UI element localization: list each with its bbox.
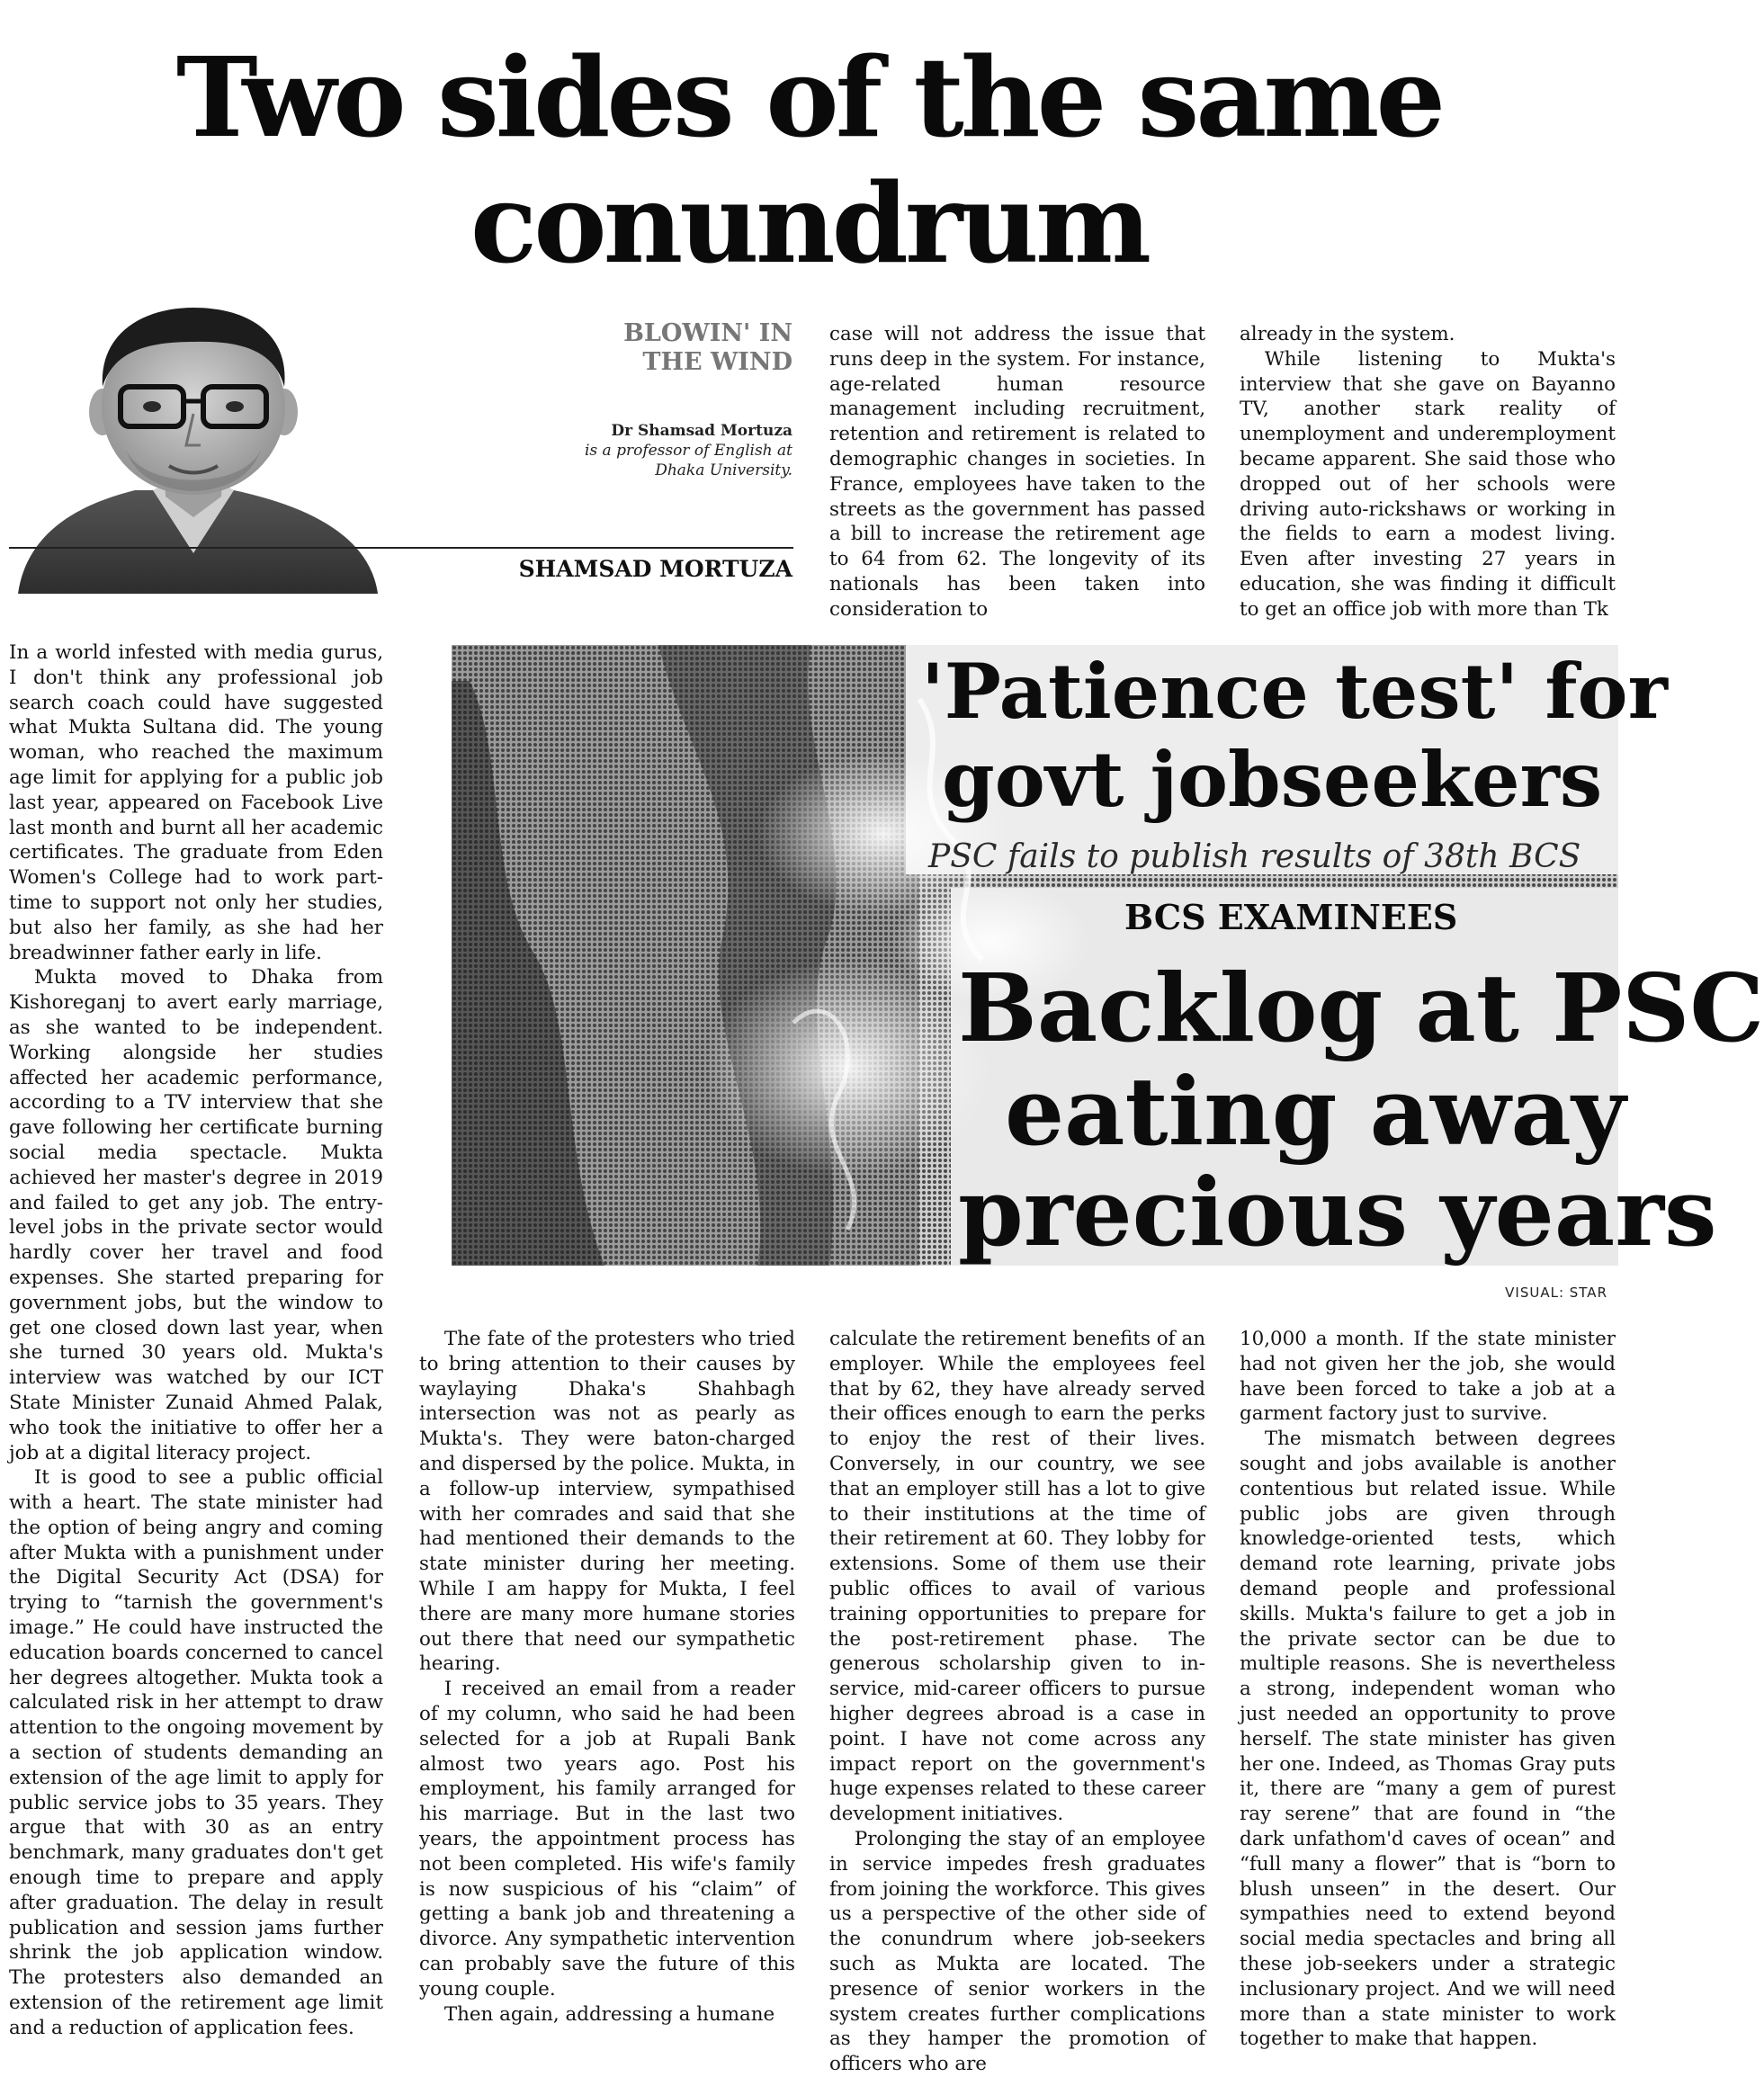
paragraph: already in the system. [1240, 323, 1455, 345]
headline-line-1: Two sides of the same [175, 32, 1443, 162]
paragraph: The mismatch between degrees sought and jobs available is another contentious but related issue. While public jobs are given through knowledge-oriented tests, which demand rote learning, private jobs demand people and professional skills. Mukta's failure to get a job in the private sector can be due to multiple reasons. She is nevertheless a strong, independent woman who just needed an opportunity to prove herself. The state minister has given her one. Indeed, as Thomas Gray puts it, there are “many a gem of purest ray serene” that are found in “the dark unfathom'd caves of ocean” and “full many a flower” that is “born to blush unseen” in the desert. Our sympathies need to extend beyond social media spectacles and bring all these job-seekers under a strategic inclusionary project. And we will need more than a state minister to work together to make that happen. [1240, 1428, 1616, 2051]
paragraph: It is good to see a public official with a heart. The state minister had the option of being angry and coming after Mukta with a punishment under the Digital Security Act (DSA) for trying to “tarnish the government's image.” He could have instructed the education boards concerned to cancel her degrees altogether. Mukta took a calculated risk in her attempt to draw attention to the ongoing movement by a section of students demanding an extension of the age limit to apply for public service jobs to 35 years. They argue that with 30 as an entry benchmark, many graduates don't get enough time to prepare and apply after graduation. The delay in result publication and session jams further shrink the job application window. The protesters also demanded an extension of the retirement age limit and a reduction of application fees. [9, 1466, 383, 2039]
paragraph: Then again, addressing a humane [443, 2002, 775, 2026]
clipping-1-headline-line-2: govt jobseekers [942, 735, 1603, 824]
author-bio [487, 421, 792, 480]
clipping-1-subhead: PSC fails to publish results of 38th BCS [928, 838, 1581, 875]
column-tag [523, 319, 792, 377]
author-name: Dr Shamsad Mortuza [611, 422, 792, 440]
paragraph: calculate the retirement benefits of an employer. While the employees feel that by 62, they have already served their offices enough to earn the perks to enjoy the rest of their lives. Conversely, in our country, we see that an employer still has a lot to give to their institutions at the time of their retirement at 60. They lobby for extensions. Some of them use their public offices to avail of various training opportunities to prepare for the post-retirement phase. The generous scholarship given to in-service, mid-career officers to pursue higher degrees abroad is a case in point. I have not come across any impact report on the government's huge expenses related to these career development initiatives. [829, 1328, 1205, 1826]
paragraph: In a world infested with media gurus, I don't think any professional job search coach could have suggested what Mukta Sultana did. The young woman, who reached the maximum age limit for applying for a public job last year, appeared on Facebook Live last month and burnt all her academic certificates. The graduate from Eden Women's College had to work part-time to support not only her studies, but also her family, as she had her breadwinner father early in life. [9, 641, 383, 964]
clipping-1-headline-line-1: 'Patience test' for [921, 647, 1668, 736]
headline [0, 34, 1618, 286]
author-bio-line-2: Dhaka University. [655, 461, 792, 479]
article-column-4-bottom [1240, 1327, 1616, 2051]
clipping-2-headline-line-2: eating away [1005, 1056, 1626, 1167]
clipping-2-headline-line-1: Backlog at PSC [958, 953, 1764, 1063]
paragraph: case will not address the issue that runs deep in the system. For instance, age-related human resource management including recruitment, retention and retirement is related to demographic changes in societies. In France, employees have taken to the streets as the government has passed a bill to increase the retirement age to 64 from 62. The longevity of its nationals has been taken into consideration to [829, 323, 1205, 621]
column-tag-line-1: BLOWIN' IN [623, 319, 792, 347]
article-column-2 [419, 1327, 795, 2030]
article-column-4-top [1240, 322, 1616, 621]
clipping-2-kicker: BCS EXAMINEES [1124, 897, 1458, 937]
paragraph: Prolonging the stay of an employee in service impedes fresh graduates from joining the workforce. This gives us a perspective of the other side of the conundrum where job-seekers such as Mukta are located. The presence of senior workers in the system creates further complications as they hamper the promotion of officers who are [829, 1827, 1205, 2076]
byline: SHAMSAD MORTUZA [518, 556, 792, 582]
byline-rule [9, 547, 793, 549]
paragraph: While listening to Mukta's interview that she gave on Bayanno TV, another stark reality of unemployment and underemployment became apparent. She said those who dropped out of her schools were driving auto-rickshaws or working in the fields to earn a modest living. Even after investing 27 years in education, she was finding it difficult to get an office job with more than Tk [1240, 347, 1616, 621]
paragraph: I received an email from a reader of my column, who said he had been selected for a job at Rupali Bank almost two years ago. Post his employment, his family arranged for his marriage. But in the last two years, the appointment process has not been completed. His wife's family is now suspicious of his “claim” of getting a bank job and threatening a divorce. Any sympathetic intervention can probably save the future of this young couple. [419, 1678, 795, 2001]
article-column-3-top [829, 322, 1205, 621]
article-column-3-bottom [829, 1327, 1205, 2076]
article-visual [452, 645, 1764, 1267]
author-bio-line-1: is a professor of English at [584, 442, 792, 460]
paragraph: 10,000 a month. If the state minister had not given her the job, she would have been forced to take a job at a garment factory just to survive. [1240, 1328, 1616, 1426]
headline-line-2: conundrum [470, 158, 1149, 288]
column-tag-line-2: THE WIND [642, 348, 792, 376]
clipping-2-headline-line-3: precious years [958, 1157, 1717, 1267]
paragraph: The fate of the protesters who tried to bring attention to their causes by waylaying Dhaka's Shahbagh intersection was not as pearly as Mukta's. They were baton-charged and dispersed by the police. Mukta, in a follow-up interview, sympathised with her comrades and said that she had mentioned their demands to the state minister during her meeting. While I am happy for Mukta, I feel there are many more humane stories out there that need our sympathetic hearing. [419, 1328, 795, 1676]
visual-credit: VISUAL: STAR [1505, 1285, 1607, 1301]
article-column-1 [9, 640, 383, 2039]
author-photo [9, 297, 387, 594]
paragraph: Mukta moved to Dhaka from Kishoreganj to avert early marriage, as she wanted to be independent. Working alongside her studies affected her academic performance, according to a TV interview that she gave following her certificate burning social media spectacle. Mukta achieved her master's degree in 2019 and failed to get any job. The entry-level jobs in the private sector would hardly cover her travel and food expenses. She started preparing for government jobs, but the window to get one closed down last year, when she turned 30 years old. Mukta's interview was watched by our ICT State Minister Zunaid Ahmed Palak, who took the initiative to offer her a job at a digital literacy project. [9, 966, 383, 1464]
